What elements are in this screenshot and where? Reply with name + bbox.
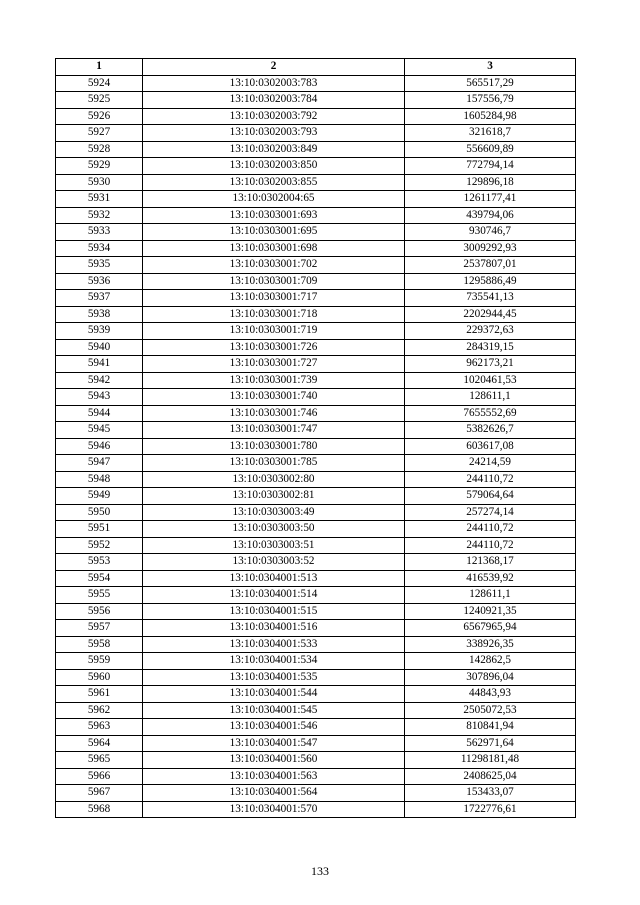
cadastral-number-cell: 13:10:0303002:81 bbox=[143, 488, 405, 505]
table-row bbox=[56, 768, 576, 785]
value-cell: 244110,72 bbox=[405, 537, 576, 554]
cadastral-number-cell: 13:10:0304001:546 bbox=[143, 719, 405, 736]
row-number-cell: 5941 bbox=[56, 356, 143, 373]
cadastral-number-cell: 13:10:0304001:514 bbox=[143, 587, 405, 604]
table-row bbox=[56, 174, 576, 191]
row-number-cell: 5938 bbox=[56, 306, 143, 323]
cadastral-number-cell: 13:10:0304001:516 bbox=[143, 620, 405, 637]
row-number-cell: 5933 bbox=[56, 224, 143, 241]
table-row bbox=[56, 752, 576, 769]
value-cell: 603617,08 bbox=[405, 438, 576, 455]
row-number-cell: 5927 bbox=[56, 125, 143, 142]
table-row bbox=[56, 224, 576, 241]
cadastral-number-cell: 13:10:0303003:49 bbox=[143, 504, 405, 521]
table-body bbox=[56, 75, 576, 818]
row-number-cell: 5942 bbox=[56, 372, 143, 389]
cadastral-number-cell: 13:10:0304001:547 bbox=[143, 735, 405, 752]
row-number-cell: 5932 bbox=[56, 207, 143, 224]
table-row bbox=[56, 273, 576, 290]
cadastral-number-cell: 13:10:0303001:702 bbox=[143, 257, 405, 274]
table-row bbox=[56, 92, 576, 109]
value-cell: 2537807,01 bbox=[405, 257, 576, 274]
value-cell: 307896,04 bbox=[405, 669, 576, 686]
table-row bbox=[56, 455, 576, 472]
row-number-cell: 5934 bbox=[56, 240, 143, 257]
cadastral-number-cell: 13:10:0302003:793 bbox=[143, 125, 405, 142]
row-number-cell: 5939 bbox=[56, 323, 143, 340]
row-number-cell: 5950 bbox=[56, 504, 143, 521]
value-cell: 5382626,7 bbox=[405, 422, 576, 439]
value-cell: 1722776,61 bbox=[405, 801, 576, 818]
cadastral-number-cell: 13:10:0303001:740 bbox=[143, 389, 405, 406]
value-cell: 2202944,45 bbox=[405, 306, 576, 323]
value-cell: 129896,18 bbox=[405, 174, 576, 191]
cadastral-number-cell: 13:10:0302003:850 bbox=[143, 158, 405, 175]
cadastral-number-cell: 13:10:0302003:784 bbox=[143, 92, 405, 109]
value-cell: 1261177,41 bbox=[405, 191, 576, 208]
table-row bbox=[56, 389, 576, 406]
cadastral-number-cell: 13:10:0304001:570 bbox=[143, 801, 405, 818]
table-row bbox=[56, 290, 576, 307]
row-number-cell: 5961 bbox=[56, 686, 143, 703]
row-number-cell: 5953 bbox=[56, 554, 143, 571]
table-row bbox=[56, 719, 576, 736]
row-number-cell: 5951 bbox=[56, 521, 143, 538]
row-number-cell: 5937 bbox=[56, 290, 143, 307]
row-number-cell: 5931 bbox=[56, 191, 143, 208]
cadastral-number-cell: 13:10:0303001:747 bbox=[143, 422, 405, 439]
row-number-cell: 5944 bbox=[56, 405, 143, 422]
cadastral-number-cell: 13:10:0304001:535 bbox=[143, 669, 405, 686]
value-cell: 556609,89 bbox=[405, 141, 576, 158]
cadastral-number-cell: 13:10:0304001:545 bbox=[143, 702, 405, 719]
table-row bbox=[56, 422, 576, 439]
row-number-cell: 5955 bbox=[56, 587, 143, 604]
table-row bbox=[56, 471, 576, 488]
table-row bbox=[56, 669, 576, 686]
row-number-cell: 5960 bbox=[56, 669, 143, 686]
row-number-cell: 5959 bbox=[56, 653, 143, 670]
row-number-cell: 5954 bbox=[56, 570, 143, 587]
row-number-cell: 5945 bbox=[56, 422, 143, 439]
value-cell: 1295886,49 bbox=[405, 273, 576, 290]
value-cell: 3009292,93 bbox=[405, 240, 576, 257]
row-number-cell: 5968 bbox=[56, 801, 143, 818]
cadastral-number-cell: 13:10:0302003:783 bbox=[143, 75, 405, 92]
table-row bbox=[56, 554, 576, 571]
value-cell: 1240921,35 bbox=[405, 603, 576, 620]
table-row bbox=[56, 686, 576, 703]
value-cell: 11298181,48 bbox=[405, 752, 576, 769]
value-cell: 930746,7 bbox=[405, 224, 576, 241]
value-cell: 121368,17 bbox=[405, 554, 576, 571]
value-cell: 2505072,53 bbox=[405, 702, 576, 719]
column-header-3: 3 bbox=[405, 59, 576, 76]
value-cell: 24214,59 bbox=[405, 455, 576, 472]
table-row bbox=[56, 108, 576, 125]
table-row bbox=[56, 306, 576, 323]
cadastral-number-cell: 13:10:0304001:533 bbox=[143, 636, 405, 653]
cadastral-number-cell: 13:10:0303001:739 bbox=[143, 372, 405, 389]
row-number-cell: 5962 bbox=[56, 702, 143, 719]
row-number-cell: 5924 bbox=[56, 75, 143, 92]
cadastral-number-cell: 13:10:0303001:698 bbox=[143, 240, 405, 257]
cadastral-number-cell: 13:10:0303003:50 bbox=[143, 521, 405, 538]
table-row bbox=[56, 323, 576, 340]
cadastral-number-cell: 13:10:0303003:51 bbox=[143, 537, 405, 554]
value-cell: 321618,7 bbox=[405, 125, 576, 142]
table-row bbox=[56, 75, 576, 92]
table-row bbox=[56, 339, 576, 356]
cadastral-number-cell: 13:10:0304001:534 bbox=[143, 653, 405, 670]
value-cell: 735541,13 bbox=[405, 290, 576, 307]
value-cell: 565517,29 bbox=[405, 75, 576, 92]
table-row bbox=[56, 207, 576, 224]
value-cell: 772794,14 bbox=[405, 158, 576, 175]
cadastral-number-cell: 13:10:0304001:544 bbox=[143, 686, 405, 703]
cadastral-number-cell: 13:10:0303001:726 bbox=[143, 339, 405, 356]
value-cell: 257274,14 bbox=[405, 504, 576, 521]
row-number-cell: 5940 bbox=[56, 339, 143, 356]
cadastral-number-cell: 13:10:0303001:695 bbox=[143, 224, 405, 241]
row-number-cell: 5930 bbox=[56, 174, 143, 191]
column-header-1: 1 bbox=[56, 59, 143, 76]
value-cell: 579064,64 bbox=[405, 488, 576, 505]
table-row bbox=[56, 785, 576, 802]
row-number-cell: 5948 bbox=[56, 471, 143, 488]
value-cell: 338926,35 bbox=[405, 636, 576, 653]
row-number-cell: 5928 bbox=[56, 141, 143, 158]
row-number-cell: 5943 bbox=[56, 389, 143, 406]
cadastral-number-cell: 13:10:0304001:564 bbox=[143, 785, 405, 802]
value-cell: 128611,1 bbox=[405, 389, 576, 406]
cadastral-number-cell: 13:10:0302003:792 bbox=[143, 108, 405, 125]
cadastral-number-cell: 13:10:0303003:52 bbox=[143, 554, 405, 571]
row-number-cell: 5929 bbox=[56, 158, 143, 175]
value-cell: 810841,94 bbox=[405, 719, 576, 736]
table-row bbox=[56, 521, 576, 538]
data-table bbox=[55, 58, 576, 818]
value-cell: 2408625,04 bbox=[405, 768, 576, 785]
value-cell: 439794,06 bbox=[405, 207, 576, 224]
table-row bbox=[56, 158, 576, 175]
value-cell: 44843,93 bbox=[405, 686, 576, 703]
row-number-cell: 5952 bbox=[56, 537, 143, 554]
row-number-cell: 5964 bbox=[56, 735, 143, 752]
table-row bbox=[56, 141, 576, 158]
value-cell: 1020461,53 bbox=[405, 372, 576, 389]
value-cell: 7655552,69 bbox=[405, 405, 576, 422]
row-number-cell: 5949 bbox=[56, 488, 143, 505]
row-number-cell: 5963 bbox=[56, 719, 143, 736]
table-row bbox=[56, 438, 576, 455]
table-row bbox=[56, 405, 576, 422]
row-number-cell: 5956 bbox=[56, 603, 143, 620]
cadastral-number-cell: 13:10:0302004:65 bbox=[143, 191, 405, 208]
cadastral-number-cell: 13:10:0304001:513 bbox=[143, 570, 405, 587]
cadastral-number-cell: 13:10:0303001:718 bbox=[143, 306, 405, 323]
cadastral-number-cell: 13:10:0303001:785 bbox=[143, 455, 405, 472]
value-cell: 562971,64 bbox=[405, 735, 576, 752]
table-row bbox=[56, 191, 576, 208]
cadastral-number-cell: 13:10:0304001:560 bbox=[143, 752, 405, 769]
cadastral-number-cell: 13:10:0303002:80 bbox=[143, 471, 405, 488]
table-row bbox=[56, 603, 576, 620]
table-header bbox=[56, 59, 576, 76]
cadastral-number-cell: 13:10:0303001:693 bbox=[143, 207, 405, 224]
table-row bbox=[56, 240, 576, 257]
row-number-cell: 5925 bbox=[56, 92, 143, 109]
value-cell: 153433,07 bbox=[405, 785, 576, 802]
value-cell: 416539,92 bbox=[405, 570, 576, 587]
row-number-cell: 5957 bbox=[56, 620, 143, 637]
value-cell: 128611,1 bbox=[405, 587, 576, 604]
table-row bbox=[56, 801, 576, 818]
table-row bbox=[56, 504, 576, 521]
value-cell: 244110,72 bbox=[405, 521, 576, 538]
cadastral-number-cell: 13:10:0304001:563 bbox=[143, 768, 405, 785]
cadastral-number-cell: 13:10:0302003:849 bbox=[143, 141, 405, 158]
row-number-cell: 5966 bbox=[56, 768, 143, 785]
row-number-cell: 5936 bbox=[56, 273, 143, 290]
cadastral-number-cell: 13:10:0302003:855 bbox=[143, 174, 405, 191]
value-cell: 6567965,94 bbox=[405, 620, 576, 637]
row-number-cell: 5958 bbox=[56, 636, 143, 653]
row-number-cell: 5967 bbox=[56, 785, 143, 802]
cadastral-number-cell: 13:10:0303001:746 bbox=[143, 405, 405, 422]
table-row bbox=[56, 653, 576, 670]
cadastral-number-cell: 13:10:0304001:515 bbox=[143, 603, 405, 620]
table-row bbox=[56, 257, 576, 274]
column-header-2: 2 bbox=[143, 59, 405, 76]
value-cell: 157556,79 bbox=[405, 92, 576, 109]
page-number: 133 bbox=[311, 864, 329, 878]
table-row bbox=[56, 537, 576, 554]
table-row bbox=[56, 488, 576, 505]
table-row bbox=[56, 356, 576, 373]
table-row bbox=[56, 372, 576, 389]
row-number-cell: 5946 bbox=[56, 438, 143, 455]
table-row bbox=[56, 735, 576, 752]
table-row bbox=[56, 125, 576, 142]
value-cell: 962173,21 bbox=[405, 356, 576, 373]
table-row bbox=[56, 620, 576, 637]
row-number-cell: 5965 bbox=[56, 752, 143, 769]
cadastral-number-cell: 13:10:0303001:709 bbox=[143, 273, 405, 290]
row-number-cell: 5947 bbox=[56, 455, 143, 472]
row-number-cell: 5935 bbox=[56, 257, 143, 274]
value-cell: 284319,15 bbox=[405, 339, 576, 356]
table-row bbox=[56, 702, 576, 719]
header-row bbox=[56, 59, 576, 76]
cadastral-number-cell: 13:10:0303001:780 bbox=[143, 438, 405, 455]
value-cell: 244110,72 bbox=[405, 471, 576, 488]
table-row bbox=[56, 636, 576, 653]
cadastral-number-cell: 13:10:0303001:717 bbox=[143, 290, 405, 307]
cadastral-number-cell: 13:10:0303001:719 bbox=[143, 323, 405, 340]
value-cell: 142862,5 bbox=[405, 653, 576, 670]
table-row bbox=[56, 587, 576, 604]
table-row bbox=[56, 570, 576, 587]
value-cell: 229372,63 bbox=[405, 323, 576, 340]
cadastral-number-cell: 13:10:0303001:727 bbox=[143, 356, 405, 373]
row-number-cell: 5926 bbox=[56, 108, 143, 125]
value-cell: 1605284,98 bbox=[405, 108, 576, 125]
